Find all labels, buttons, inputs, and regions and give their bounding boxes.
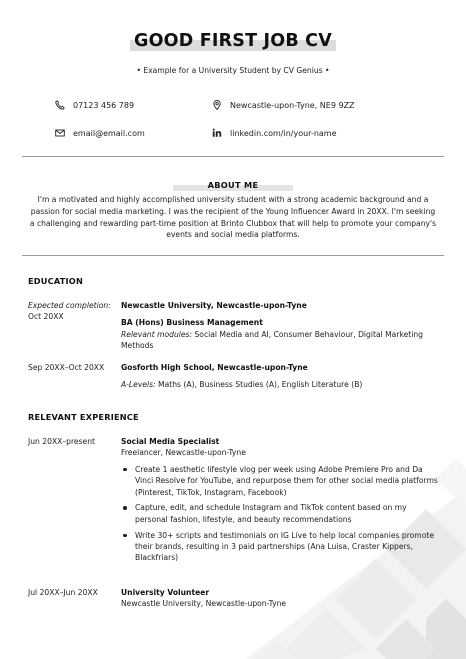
experience-date [28,587,128,598]
location-pin-icon [212,100,222,110]
job-title: University Volunteer [121,588,210,597]
list-item: Write 30+ scripts and testimonials on IG Live to help local companies promote their brands, resulting in 3 paid partnerships (Ana Luisa, Craster Kippers, Blackfriars) [121,530,439,564]
contact-linkedin [212,128,337,138]
education-date-value: Oct 20XX [28,312,64,322]
contact-location [212,100,355,110]
education-heading: EDUCATION [28,276,83,286]
cv-subtitle: • Example for a University Student by CV Genius • [136,66,330,75]
employer-name: Newcastle University, Newcastle-upon-Tyne [121,599,287,609]
experience-date-value: Jul 20XX–Jun 20XX [28,588,98,597]
institution-name: Gosforth High School, Newcastle-upon-Tyne [121,363,308,372]
detail-label: A-Levels: [121,380,156,390]
cv-title: GOOD FIRST JOB CV [134,31,332,51]
divider-line [22,156,444,157]
employer-name: Freelancer, Newcastle-upon-Tyne [121,448,246,458]
phone-text: 07123 456 789 [73,100,135,110]
email-text[interactable]: email@email.com [73,128,145,138]
linkedin-icon [212,128,222,138]
linkedin-text[interactable]: linkedin.com/in/your-name [230,128,337,138]
experience-date [28,436,118,447]
education-detail [121,379,443,390]
experience-entry [121,587,443,610]
job-title: Social Media Specialist [121,437,220,446]
education-entry [121,300,443,352]
degree-name: BA (Hons) Business Management [121,318,263,328]
detail-label: Relevant modules: [121,329,193,339]
location-text: Newcastle-upon-Tyne, NE9 9ZZ [230,100,355,110]
detail-text: Social Media and AI, Consumer Behaviour, Digital Marketing Methods [121,329,423,351]
education-date-value: Sep 20XX–Oct 20XX [28,363,105,372]
experience-heading: RELEVANT EXPERIENCE [28,412,139,422]
envelope-icon [55,128,65,138]
about-heading: ABOUT ME [207,180,259,190]
contact-phone [55,100,134,110]
list-item: Capture, edit, and schedule Instagram and TikTok content based on my personal fashion, lifestyle, and beauty recommendations [121,502,439,525]
education-date [28,362,128,373]
education-entry [121,362,443,391]
education-date [28,300,118,323]
institution-name: Newcastle University, Newcastle-upon-Tyne [121,301,307,310]
divider-line [22,255,444,256]
list-item: Create 1 aesthetic lifestyle vlog per week using Adobe Premiere Pro and Da Vinci Resolve for YouTube, and repurpose them for other social media platforms (Pinterest, TikTok, Instagram, Facebook) [121,464,439,498]
experience-date-value: Jun 20XX–present [28,437,96,446]
experience-entry [121,436,443,568]
detail-text: Maths (A), Business Studies (A), English Literature (B) [155,380,363,390]
about-text: I'm a motivated and highly accomplished university student with a strong academic background and a passion for social media marketing. I was the recipient of the Young Influencer Award in 20XX. I'm seeking a challenging and rewarding part-time position at Brinto Clubbox that will help to promote your company's events and social media platforms. [29,195,437,240]
responsibility-list [121,464,439,564]
education-detail [121,329,443,352]
education-date-label: Expected completion: [28,301,111,310]
contact-email [55,128,145,138]
phone-icon [55,100,65,110]
